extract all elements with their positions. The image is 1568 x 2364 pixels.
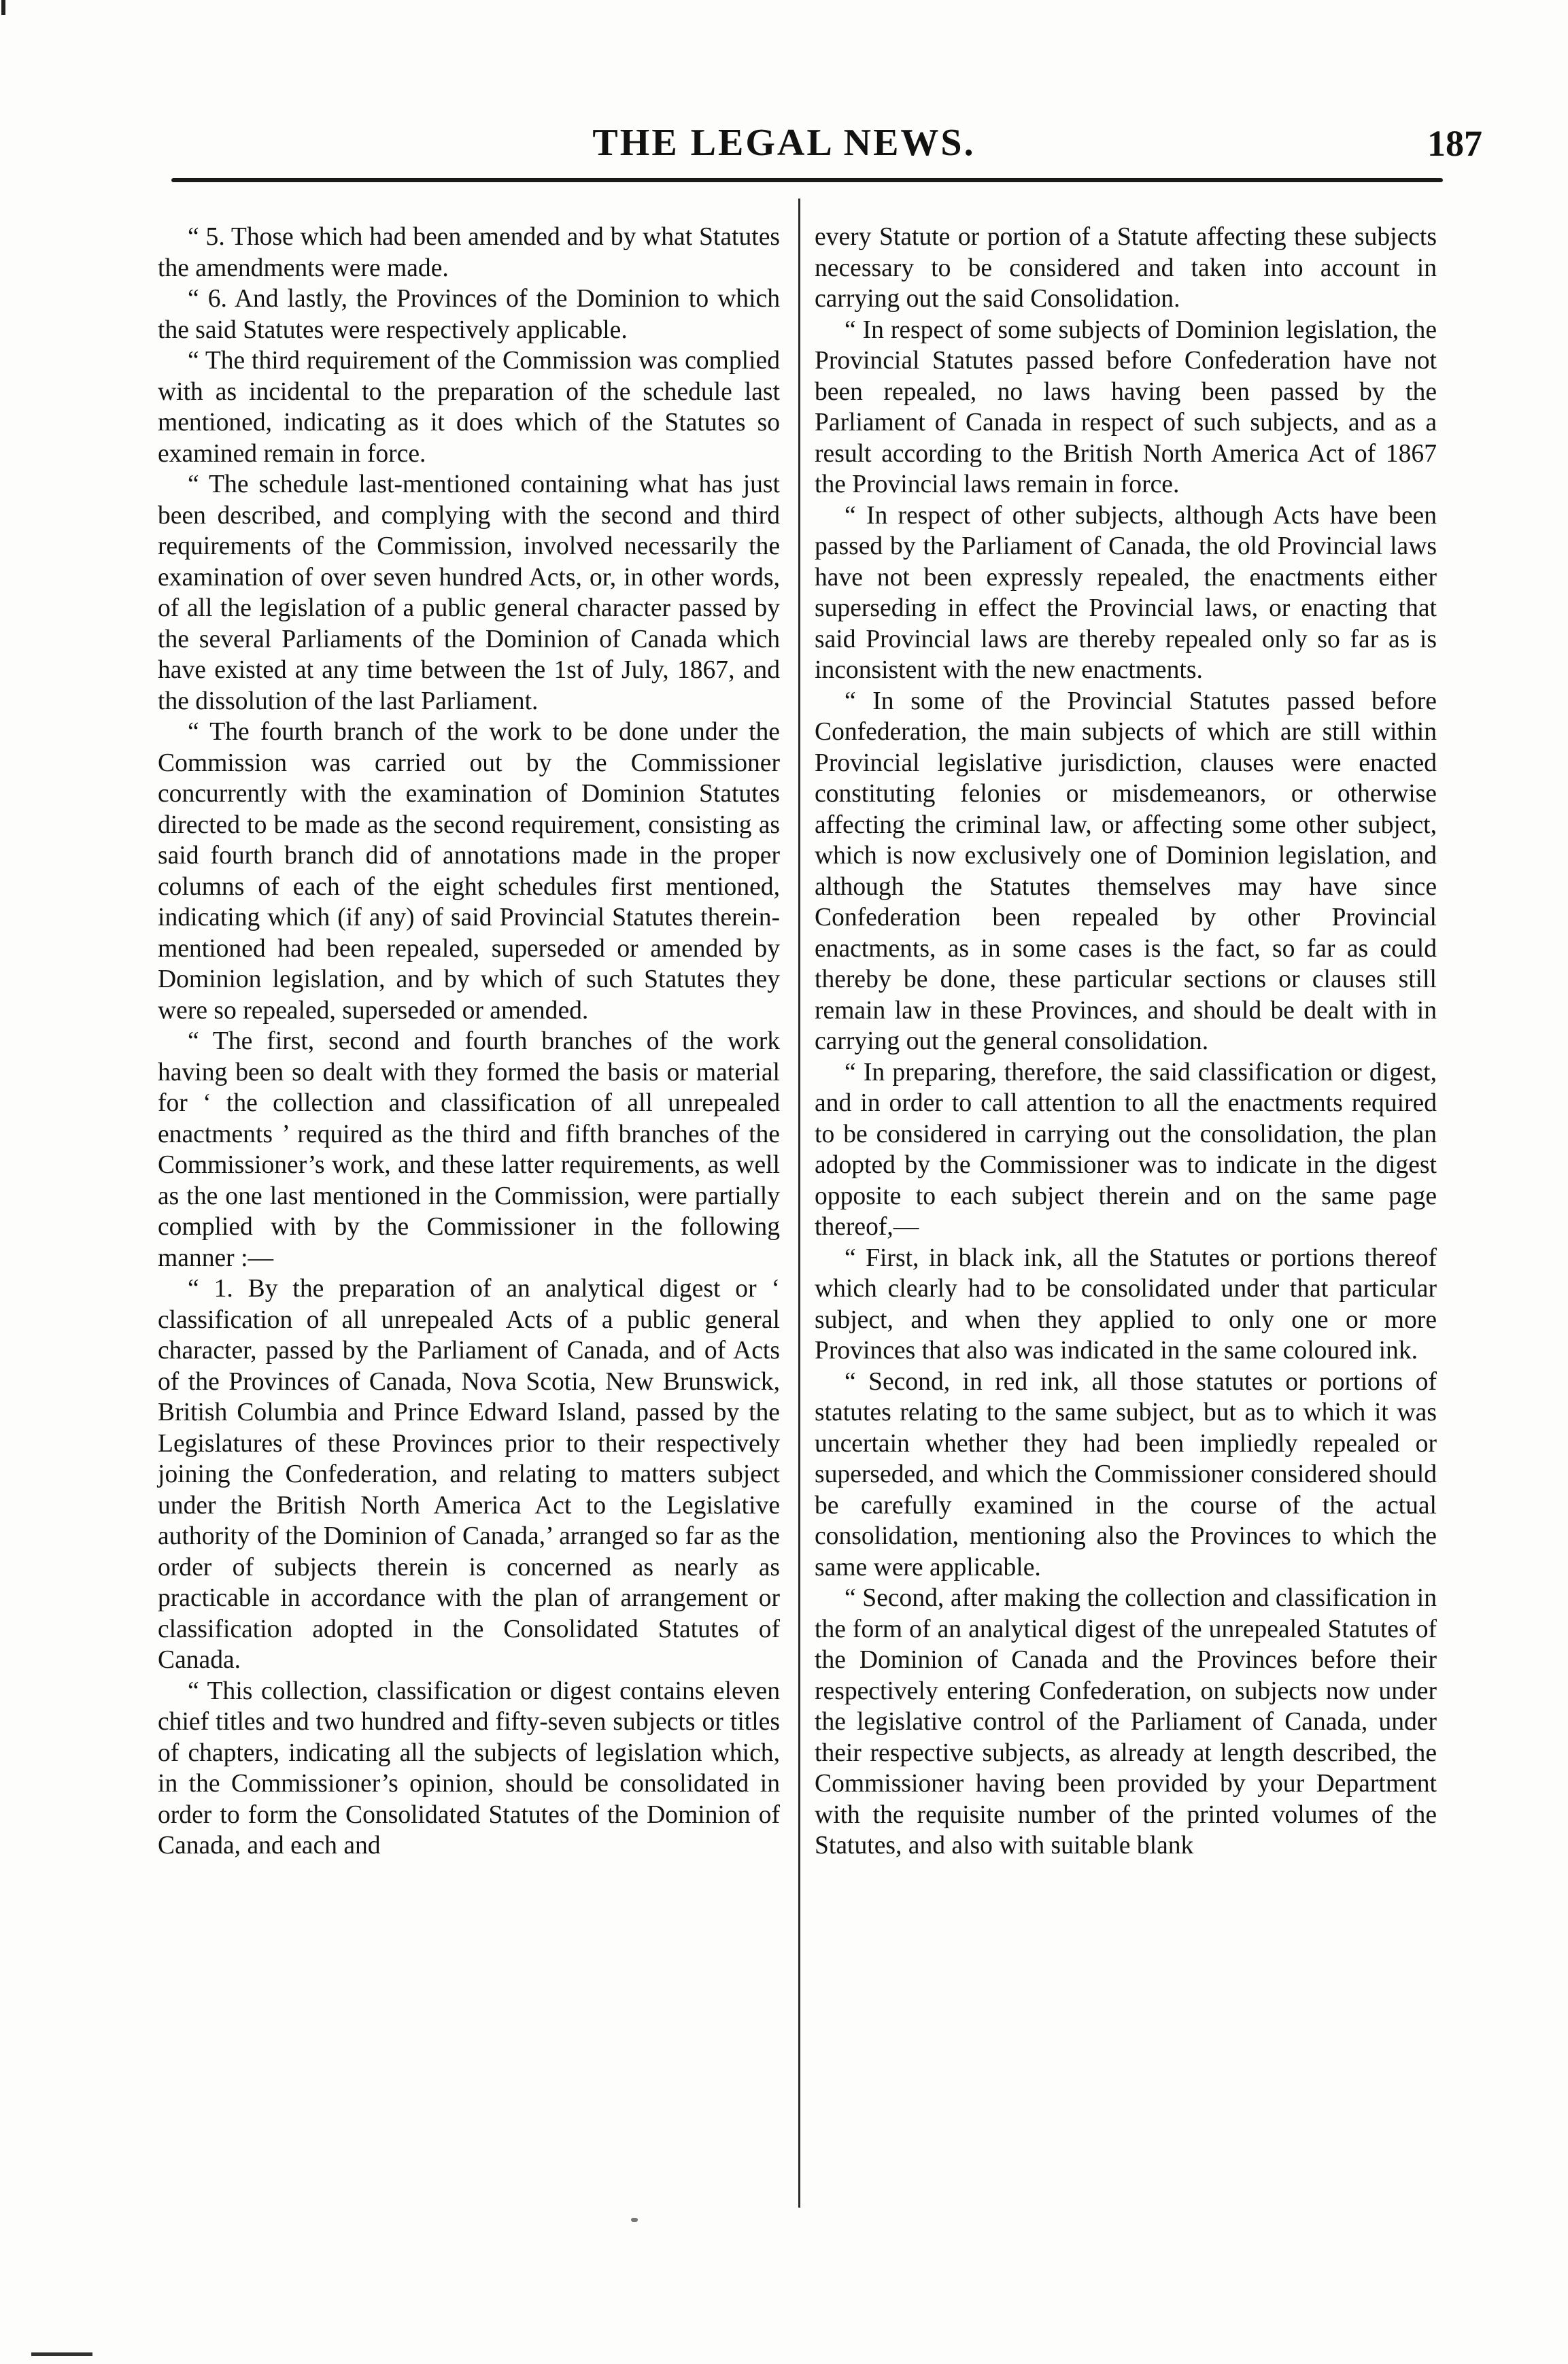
paragraph: “ In respect of other subjects, although Acts have been passed by the Parliament of Canada, the old Provincial laws have not been expressly repealed, the enactments either superseding in effect the Provincial laws, or enacting that said Provincial laws are thereby repealed only so far as is inconsistent with the new enactments. bbox=[815, 501, 1437, 684]
right-column bbox=[815, 222, 1437, 1862]
paragraph: “ In preparing, therefore, the said classification or digest, and in order to call attention to all the enactments required to be considered in carrying out the consolidation, the plan adopted by the Commissioner was to indicate in the digest opposite to each subject therein and on the same page thereof,— bbox=[815, 1058, 1437, 1241]
paragraph: “ This collection, classification or digest contains eleven chief titles and two hundred and fifty-seven subjects or titles of chapters, indicating all the subjects of legislation which, in the Commissioner’s opinion, should be consolidated in order to form the Consolidated Statutes of the Dominion of Canada, and each and bbox=[158, 1677, 780, 1860]
column-divider bbox=[798, 199, 800, 2208]
page-number: 187 bbox=[1427, 123, 1482, 164]
paragraph: “ Second, after making the collection and classification in the form of an analytical digest of the unrepealed Statutes of the Dominion of Canada and the Provinces before their respectively entering Confederation, on subjects now under the legislative control of the Parliament of Canada, under their respective subjects, as already at length described, the Commissioner having been provided by your Department with the requisite number of the printed volumes of the Statutes, and also with suitable blank bbox=[815, 1584, 1437, 1860]
paragraph: “ The schedule last-mentioned containing what has just been described, and complying with the second and third requirements of the Commission, involved necessarily the examination of over seven hundred Acts, or, in other words, of all the legislation of a public general character passed by the several Parliaments of the Dominion of Canada which have existed at any time between the 1st of July, 1867, and the dissolution of the last Parliament. bbox=[158, 470, 780, 715]
paragraph: “ In some of the Provincial Statutes passed before Confederation, the main subjects of which are still within Provincial legislative jurisdiction, clauses were enacted constituting felonies or misdemeanors, or otherwise affecting the criminal law, or affecting some other subject, which is now exclusively one of Dominion legislation, and although the Statutes themselves may have since Confederation been repealed by other Provincial enactments, as in some cases is the fact, so far as could thereby be done, these particular sections or clauses still remain law in these Provinces, and should be dealt with in carrying out the general consolidation. bbox=[815, 687, 1437, 1055]
scan-mark bbox=[1, 0, 5, 15]
paragraph: every Statute or portion of a Statute affecting these subjects necessary to be considered and taken into account in carrying out the said Consolidation. bbox=[815, 223, 1437, 313]
paragraph: “ 1. By the preparation of an analytical digest or ‘ classification of all unrepealed Acts of a public general character, passed by the Parliament of Canada, and of Acts of the Provinces of Canada, Nova Scotia, New Brunswick, British Columbia and Prince Edward Island, passed by the Legislatures of these Provinces prior to their respectively joining the Confederation, and relating to matters subject under the British North America Act to the Legislative authority of the Dominion of Canada,’ arranged so far as the order of subjects therein is concerned as nearly as practicable in accordance with the plan of arrangement or classification adopted in the Consolidated Statutes of Canada. bbox=[158, 1275, 780, 1674]
paragraph: “ The third requirement of the Commission was complied with as incidental to the preparation of the schedule last mentioned, indicating as it does which of the Statutes so examined remain in force. bbox=[158, 347, 780, 468]
paragraph: “ The first, second and fourth branches of the work having been so dealt with they formed the basis or material for ‘ the collection and classification of all unrepealed enactments ’ required as the third and fifth branches of the Commissioner’s work, and these latter requirements, as well as the one last mentioned in the Commission, were partially complied with by the Commissioner in the following manner :— bbox=[158, 1027, 780, 1272]
paragraph: “ 6. And lastly, the Provinces of the Dominion to which the said Statutes were respectively applicable. bbox=[158, 285, 780, 344]
paragraph: “ Second, in red ink, all those statutes or portions of statutes relating to the same subject, but as to which it was uncertain whether they had been impliedly repealed or superseded, and which the Commissioner considered should be carefully examined in the course of the actual consolidation, mentioning also the Provinces to which the same were applicable. bbox=[815, 1367, 1437, 1581]
paragraph: “ In respect of some subjects of Dominion legislation, the Provincial Statutes passed before Confederation have not been repealed, no laws having been passed by the Parliament of Canada in respect of such subjects, and as a result according to the British North America Act of 1867 the Provincial laws remain in force. bbox=[815, 315, 1437, 498]
paragraph: “ First, in black ink, all the Statutes or portions thereof which clearly had to be consolidated under that particular subject, and when they applied to only one or more Provinces that also was indicated in the same coloured ink. bbox=[815, 1244, 1437, 1365]
scan-mark-bottom bbox=[31, 2352, 92, 2356]
paragraph: “ The fourth branch of the work to be done under the Commission was carried out by the Commissioner concurrently with the examination of Dominion Statutes directed to be made as the second requirement, consisting as said fourth branch did of annotations made in the proper columns of each of the eight schedules first mentioned, indicating which (if any) of said Provincial Statutes therein-mentioned had been repealed, superseded or amended by Dominion legislation, and by which of such Statutes they were so repealed, superseded or amended. bbox=[158, 718, 780, 1025]
paragraph: “ 5. Those which had been amended and by what Statutes the amendments were made. bbox=[158, 223, 780, 282]
header-rule bbox=[171, 178, 1443, 182]
left-column bbox=[158, 222, 780, 1862]
footer-mark bbox=[631, 2218, 638, 2222]
running-head-title: THE LEGAL NEWS. bbox=[592, 122, 976, 164]
